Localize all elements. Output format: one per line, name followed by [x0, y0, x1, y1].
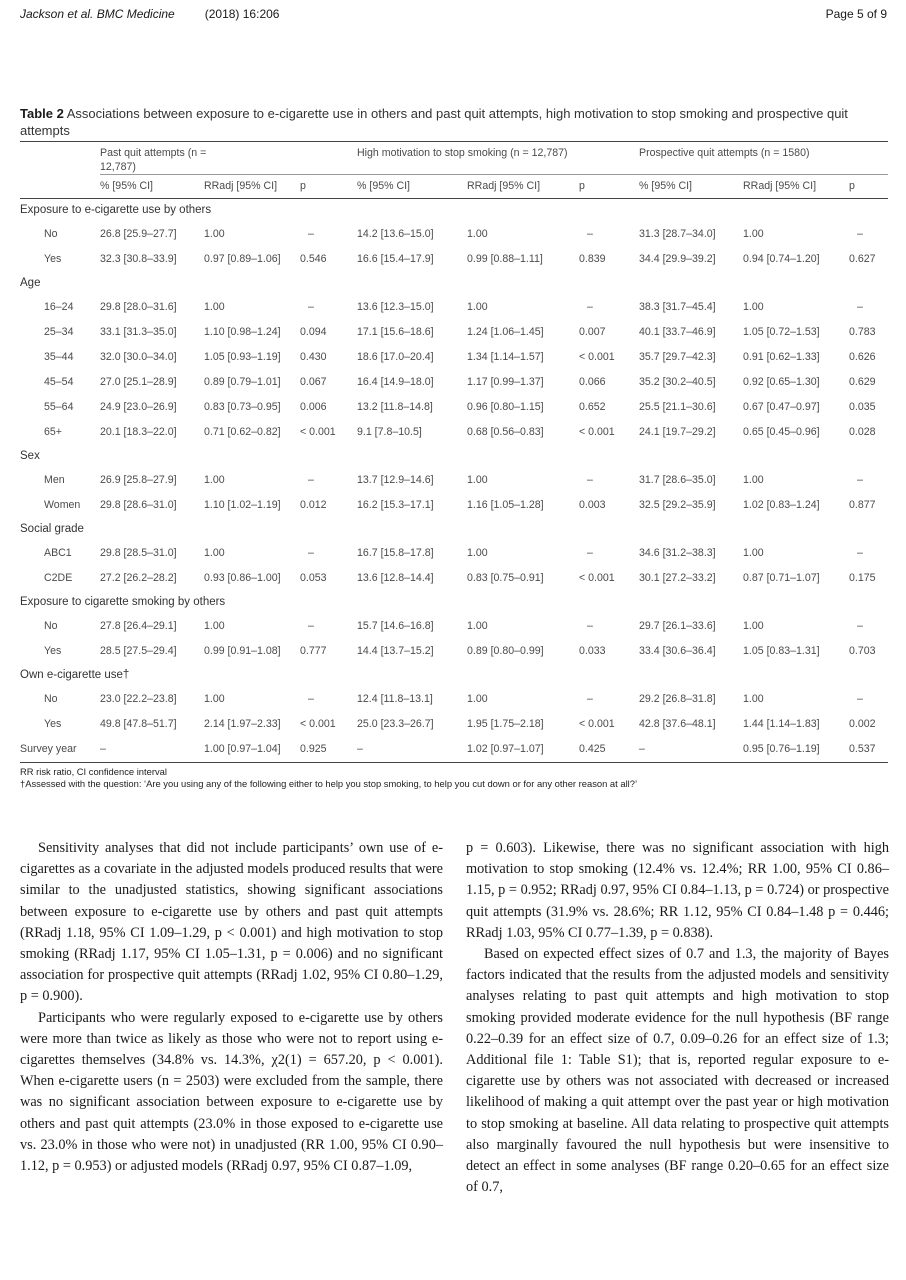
- table-cell: 1.00: [743, 474, 764, 486]
- table-cell: –: [308, 228, 314, 240]
- table-cell: < 0.001: [300, 718, 336, 730]
- table-cell: 30.1 [27.2–33.2]: [639, 572, 716, 584]
- page-header: [20, 7, 887, 25]
- table-cell: 29.8 [28.5–31.0]: [100, 547, 177, 559]
- table-cell: –: [587, 301, 593, 313]
- table-cell: 16.6 [15.4–17.9]: [357, 253, 434, 265]
- table-cell: 1.00: [467, 474, 488, 486]
- table-row: [20, 687, 888, 712]
- subheader-rr: RRadj [95% CI]: [743, 175, 849, 199]
- table-cell: 17.1 [15.6–18.6]: [357, 326, 434, 338]
- table-cell: 1.05 [0.93–1.19]: [204, 351, 281, 363]
- table-cell: 0.546: [300, 253, 327, 265]
- table-cell: 1.24 [1.06–1.45]: [467, 326, 544, 338]
- journal-citation: Jackson et al. BMC Medicine: [20, 7, 175, 21]
- table-cell: 13.2 [11.8–14.8]: [357, 401, 433, 413]
- row-label: Survey year: [20, 737, 100, 763]
- table-cell: 1.02 [0.83–1.24]: [743, 499, 820, 511]
- section-row: [20, 445, 888, 468]
- table-cell: 33.4 [30.6–36.4]: [639, 645, 716, 657]
- section-row: [20, 591, 888, 614]
- table-caption: [20, 105, 888, 139]
- section-label: Age: [20, 277, 41, 289]
- table-row: [20, 320, 888, 345]
- table-row: [20, 541, 888, 566]
- row-label: 65+: [44, 426, 62, 438]
- table-cell: –: [308, 620, 314, 632]
- subheader-percent: % [95% CI]: [639, 175, 743, 199]
- table-cell: 1.10 [0.98–1.24]: [204, 326, 281, 338]
- body-column-right: [466, 838, 889, 1198]
- subheader-percent: % [95% CI]: [357, 175, 467, 199]
- table-cell: 32.3 [30.8–33.9]: [100, 253, 177, 265]
- table-cell: –: [857, 474, 863, 486]
- table-cell: –: [308, 547, 314, 559]
- table-cell: 18.6 [17.0–20.4]: [357, 351, 434, 363]
- table-cell: 40.1 [33.7–46.9]: [639, 326, 716, 338]
- table-cell: –: [308, 693, 314, 705]
- table-cell: 29.2 [26.8–31.8]: [639, 693, 716, 705]
- table-cell: 1.00: [204, 547, 225, 559]
- row-label: Yes: [44, 718, 62, 730]
- table-cell: 1.00: [743, 228, 764, 240]
- table-row: [20, 395, 888, 420]
- row-label: 16–24: [44, 301, 74, 313]
- table-cell: 29.8 [28.0–31.6]: [100, 301, 177, 313]
- table-cell: 0.033: [579, 645, 606, 657]
- footnote-dagger: †Assessed with the question: ‘Are you using any of the following either to help you stop smoking, to help you cut down or for any other reason at all?’: [20, 778, 638, 789]
- table-row: [20, 639, 888, 664]
- table-cell: 1.00: [467, 620, 488, 632]
- table-cell: 0.007: [579, 326, 606, 338]
- section-label: Exposure to cigarette smoking by others: [20, 596, 226, 608]
- section-label: Exposure to e-cigarette use by others: [20, 204, 212, 216]
- table-cell: 1.00: [204, 693, 225, 705]
- paragraph: Sensitivity analyses that did not include participants’ own use of e-cigarettes as a covariate in the adjusted models produced results that were similar to the unadjusted statistics, showing significant associations between exposure to e-cigarette use by others and past quit attempts (RRadj 1.18, 95% CI 1.09–1.29, p < 0.001) and high motivation to stop smoking (RRadj 1.17, 95% CI 1.05–1.31, p = 0.006) and no significant association for prospective quit attempts (RRadj 1.02, 95% CI 0.80–1.29, p = 0.900).: [20, 840, 443, 1005]
- table-cell: 0.71 [0.62–0.82]: [204, 426, 281, 438]
- table-2: [20, 105, 888, 790]
- table-cell: 27.2 [26.2–28.2]: [100, 572, 177, 584]
- table-cell: < 0.001: [579, 426, 615, 438]
- row-label: Yes: [44, 645, 62, 657]
- table-cell: 0.89 [0.79–1.01]: [204, 376, 281, 388]
- row-label: No: [44, 228, 58, 240]
- table-cell: 49.8 [47.8–51.7]: [100, 718, 177, 730]
- section-label: Social grade: [20, 523, 84, 535]
- row-label: 25–34: [44, 326, 74, 338]
- table-cell: 0.629: [849, 376, 876, 388]
- table-cell: 0.99 [0.91–1.08]: [204, 645, 281, 657]
- table-cell: 26.9 [25.8–27.9]: [100, 474, 177, 486]
- table-cell: 14.2 [13.6–15.0]: [357, 228, 434, 240]
- section-row: [20, 518, 888, 541]
- group-header-prospective-quit: Prospective quit attempts (n = 1580): [639, 142, 888, 175]
- section-row: [20, 272, 888, 295]
- table-cell: 26.8 [25.9–27.7]: [100, 228, 177, 240]
- table-row: [20, 712, 888, 737]
- table-cell: 1.02 [0.97–1.07]: [467, 737, 579, 763]
- table-row: [20, 247, 888, 272]
- table-cell: 23.0 [22.2–23.8]: [100, 693, 177, 705]
- table-cell: 1.10 [1.02–1.19]: [204, 499, 281, 511]
- table-row: [20, 295, 888, 320]
- table-cell: 1.34 [1.14–1.57]: [467, 351, 544, 363]
- subheader-p: p: [579, 175, 639, 199]
- page-number: Page 5 of 9: [825, 7, 887, 21]
- section-row: [20, 199, 888, 223]
- footnote-abbrev: RR risk ratio, CI confidence interval: [20, 766, 167, 777]
- paragraph: Based on expected effect sizes of 0.7 and 1.3, the majority of Bayes factors indicated that the results from the adjusted models and sensitivity analyses relating to past quit attempts and high motivation to stop smoking provided moderate evidence for the null hypothesis (BF range 0.22–0.39 for an effect size of 0.7, 0.09–0.26 for an effect size of 1.3; Additional file 1: Table S1); that is, reported regular exposure to e-cigarette use by others was not associated with decreased or increased likelihood of making a quit attempt over the past year or high motivation to stop smoking at baseline. All data relating to prospective quit attempts also marginally favoured the null hypothesis but were insensitive to detect an effect in some analyses (BF range 0.20–0.65 for an effect size of 0.7,: [466, 946, 889, 1196]
- table-cell: 0.92 [0.65–1.30]: [743, 376, 820, 388]
- subheader-percent: % [95% CI]: [100, 175, 204, 199]
- table-cell: –: [100, 737, 204, 763]
- table-row: [20, 614, 888, 639]
- row-label: No: [44, 620, 58, 632]
- table-cell: 25.0 [23.3–26.7]: [357, 718, 434, 730]
- paragraph: p = 0.603). Likewise, there was no significant association with high motivation to stop smoking (12.4% vs. 12.4%; RR 1.00, 95% CI 0.86–1.15, p = 0.952; RRadj 0.97, 95% CI 0.84–1.13, p = 0.724) or prospective quit attempts (31.9% vs. 28.6%; RR 1.12, 95% CI 0.84–1.48 p = 0.446; RRadj 1.03, 95% CI 0.77–1.39, p = 0.838).: [466, 840, 889, 941]
- table-cell: 14.4 [13.7–15.2]: [357, 645, 434, 657]
- table-cell: 1.00: [743, 547, 764, 559]
- table-cell: 0.175: [849, 572, 876, 584]
- table-cell: 15.7 [14.6–16.8]: [357, 620, 434, 632]
- table-cell: 27.8 [26.4–29.1]: [100, 620, 177, 632]
- table-row: [20, 370, 888, 395]
- table-cell: 1.00: [204, 620, 225, 632]
- table-cell: 34.6 [31.2–38.3]: [639, 547, 716, 559]
- table-cell: 28.5 [27.5–29.4]: [100, 645, 177, 657]
- table-cell: 42.8 [37.6–48.1]: [639, 718, 716, 730]
- section-label: Own e-cigarette use†: [20, 669, 130, 681]
- table-cell: 33.1 [31.3–35.0]: [100, 326, 177, 338]
- table-cell: < 0.001: [579, 572, 615, 584]
- table-cell: 1.44 [1.14–1.83]: [743, 718, 820, 730]
- table-label: Table 2: [20, 106, 64, 121]
- table-cell: 0.537: [849, 737, 888, 763]
- table-row: [20, 566, 888, 591]
- table-caption-text: Associations between exposure to e-cigarette use in others and past quit attempts, high motivation to stop smoking and prospective quit attempts: [20, 106, 848, 138]
- table-cell: 31.3 [28.7–34.0]: [639, 228, 716, 240]
- table-cell: 1.17 [0.99–1.37]: [467, 376, 544, 388]
- table-cell: –: [587, 547, 593, 559]
- table-cell: 13.6 [12.3–15.0]: [357, 301, 434, 313]
- results-table: [20, 141, 888, 763]
- table-cell: 0.87 [0.71–1.07]: [743, 572, 820, 584]
- table-cell: < 0.001: [300, 426, 336, 438]
- table-cell: 35.7 [29.7–42.3]: [639, 351, 716, 363]
- table-cell: 24.9 [23.0–26.9]: [100, 401, 177, 413]
- table-cell: 16.4 [14.9–18.0]: [357, 376, 434, 388]
- table-cell: 0.96 [0.80–1.15]: [467, 401, 544, 413]
- table-cell: –: [587, 228, 593, 240]
- table-cell: 32.5 [29.2–35.9]: [639, 499, 716, 511]
- table-cell: 1.00: [467, 693, 488, 705]
- row-label: 55–64: [44, 401, 74, 413]
- table-cell: 0.028: [849, 426, 876, 438]
- table-cell: 1.00: [467, 547, 488, 559]
- group-header-row: [20, 142, 888, 175]
- table-cell: 9.1 [7.8–10.5]: [357, 426, 422, 438]
- table-cell: 0.703: [849, 645, 876, 657]
- table-cell: 0.95 [0.76–1.19]: [743, 737, 849, 763]
- table-cell: 0.053: [300, 572, 327, 584]
- table-cell: 27.0 [25.1–28.9]: [100, 376, 177, 388]
- table-row: [20, 345, 888, 370]
- table-cell: 1.05 [0.83–1.31]: [743, 645, 820, 657]
- table-cell: 31.7 [28.6–35.0]: [639, 474, 716, 486]
- volume-info: (2018) 16:206: [204, 7, 280, 21]
- section-label: Sex: [20, 450, 40, 462]
- table-cell: 0.97 [0.89–1.06]: [204, 253, 281, 265]
- table-row: [20, 737, 888, 763]
- table-cell: 16.7 [15.8–17.8]: [357, 547, 434, 559]
- table-cell: 0.839: [579, 253, 606, 265]
- row-label: 45–54: [44, 376, 74, 388]
- table-cell: 0.067: [300, 376, 327, 388]
- table-cell: 0.777: [300, 645, 327, 657]
- row-label: C2DE: [44, 572, 73, 584]
- table-footnotes: [20, 766, 888, 790]
- table-cell: 0.925: [300, 737, 357, 763]
- table-cell: 0.002: [849, 718, 876, 730]
- table-cell: 0.012: [300, 499, 327, 511]
- table-cell: –: [357, 737, 467, 763]
- table-cell: 1.00: [204, 474, 225, 486]
- table-cell: 13.7 [12.9–14.6]: [357, 474, 434, 486]
- group-header-past-quit: Past quit attempts (n = 12,787): [100, 142, 357, 175]
- table-cell: 32.0 [30.0–34.0]: [100, 351, 177, 363]
- table-cell: –: [857, 547, 863, 559]
- table-cell: 1.95 [1.75–2.18]: [467, 718, 544, 730]
- table-cell: 35.2 [30.2–40.5]: [639, 376, 716, 388]
- table-row: [20, 420, 888, 445]
- table-cell: 0.99 [0.88–1.11]: [467, 253, 543, 265]
- table-cell: 29.7 [26.1–33.6]: [639, 620, 716, 632]
- row-label: 35–44: [44, 351, 74, 363]
- table-cell: 1.00: [743, 620, 764, 632]
- table-cell: 0.430: [300, 351, 327, 363]
- subheader-p: p: [849, 175, 888, 199]
- table-cell: –: [587, 693, 593, 705]
- table-cell: 0.91 [0.62–1.33]: [743, 351, 820, 363]
- table-body: [20, 199, 888, 763]
- table-cell: 0.094: [300, 326, 327, 338]
- table-cell: 1.00: [204, 301, 225, 313]
- row-label: Women: [44, 499, 81, 511]
- table-cell: 0.425: [579, 737, 639, 763]
- table-cell: 0.652: [579, 401, 606, 413]
- table-cell: 0.65 [0.45–0.96]: [743, 426, 820, 438]
- table-cell: 0.035: [849, 401, 876, 413]
- table-cell: –: [639, 737, 743, 763]
- table-cell: < 0.001: [579, 351, 615, 363]
- table-cell: 1.05 [0.72–1.53]: [743, 326, 820, 338]
- section-row: [20, 664, 888, 687]
- table-cell: –: [857, 693, 863, 705]
- table-cell: 0.877: [849, 499, 876, 511]
- table-cell: 0.67 [0.47–0.97]: [743, 401, 820, 413]
- table-cell: 1.00: [467, 301, 488, 313]
- table-cell: 0.066: [579, 376, 606, 388]
- subheader-rr: RRadj [95% CI]: [204, 175, 300, 199]
- table-cell: 34.4 [29.9–39.2]: [639, 253, 716, 265]
- row-label: ABC1: [44, 547, 72, 559]
- row-label: No: [44, 693, 58, 705]
- table-cell: 1.16 [1.05–1.28]: [467, 499, 544, 511]
- table-cell: 0.627: [849, 253, 876, 265]
- subheader-p: p: [300, 175, 357, 199]
- table-cell: 0.783: [849, 326, 876, 338]
- table-cell: 29.8 [28.6–31.0]: [100, 499, 177, 511]
- table-cell: 1.00 [0.97–1.04]: [204, 737, 300, 763]
- table-cell: 12.4 [11.8–13.1]: [357, 693, 433, 705]
- paragraph: Participants who were regularly exposed to e-cigarette use by others were more than twice as likely as those who were not to report using e-cigarettes themselves (34.8% vs. 14.3%, χ2(1) = 657.20, p < 0.001). When e-cigarette users (n = 2503) were excluded from the sample, there was no significant association between exposure to e-cigarette use by others and past quit attempts (23.0% in those exposed to e-cigarette use vs. 23.0% in those who were not) in unadjusted (RR 1.00, 95% CI 0.90–1.12, p = 0.953) or adjusted models (RRadj 0.97, 95% CI 0.87–1.09,: [20, 1009, 443, 1175]
- table-cell: –: [308, 301, 314, 313]
- table-cell: 2.14 [1.97–2.33]: [204, 718, 281, 730]
- table-cell: –: [308, 474, 314, 486]
- table-cell: 0.626: [849, 351, 876, 363]
- table-cell: 0.94 [0.74–1.20]: [743, 253, 820, 265]
- table-cell: < 0.001: [579, 718, 615, 730]
- table-row: [20, 493, 888, 518]
- table-cell: 1.00: [743, 693, 764, 705]
- table-cell: 0.83 [0.75–0.91]: [467, 572, 544, 584]
- table-cell: 1.00: [467, 228, 488, 240]
- table-cell: 20.1 [18.3–22.0]: [100, 426, 177, 438]
- table-row: [20, 468, 888, 493]
- table-cell: 16.2 [15.3–17.1]: [357, 499, 434, 511]
- table-cell: –: [587, 474, 593, 486]
- table-cell: 0.83 [0.73–0.95]: [204, 401, 281, 413]
- table-cell: 1.00: [743, 301, 764, 313]
- table-cell: –: [857, 301, 863, 313]
- subheader-row: [20, 175, 888, 199]
- table-cell: 0.68 [0.56–0.83]: [467, 426, 544, 438]
- table-row: [20, 222, 888, 247]
- subheader-rr: RRadj [95% CI]: [467, 175, 579, 199]
- table-cell: 0.006: [300, 401, 327, 413]
- table-cell: 0.89 [0.80–0.99]: [467, 645, 544, 657]
- group-header-high-motivation: High motivation to stop smoking (n = 12,787): [357, 142, 639, 175]
- table-cell: –: [857, 228, 863, 240]
- row-label: Men: [44, 474, 65, 486]
- table-cell: –: [587, 620, 593, 632]
- row-label: Yes: [44, 253, 62, 265]
- table-cell: 1.00: [204, 228, 225, 240]
- table-cell: 13.6 [12.8–14.4]: [357, 572, 434, 584]
- table-cell: 0.93 [0.86–1.00]: [204, 572, 281, 584]
- table-cell: 24.1 [19.7–29.2]: [639, 426, 716, 438]
- table-cell: 0.003: [579, 499, 606, 511]
- table-cell: 25.5 [21.1–30.6]: [639, 401, 716, 413]
- table-cell: 38.3 [31.7–45.4]: [639, 301, 716, 313]
- table-cell: –: [857, 620, 863, 632]
- body-column-left: [20, 838, 443, 1177]
